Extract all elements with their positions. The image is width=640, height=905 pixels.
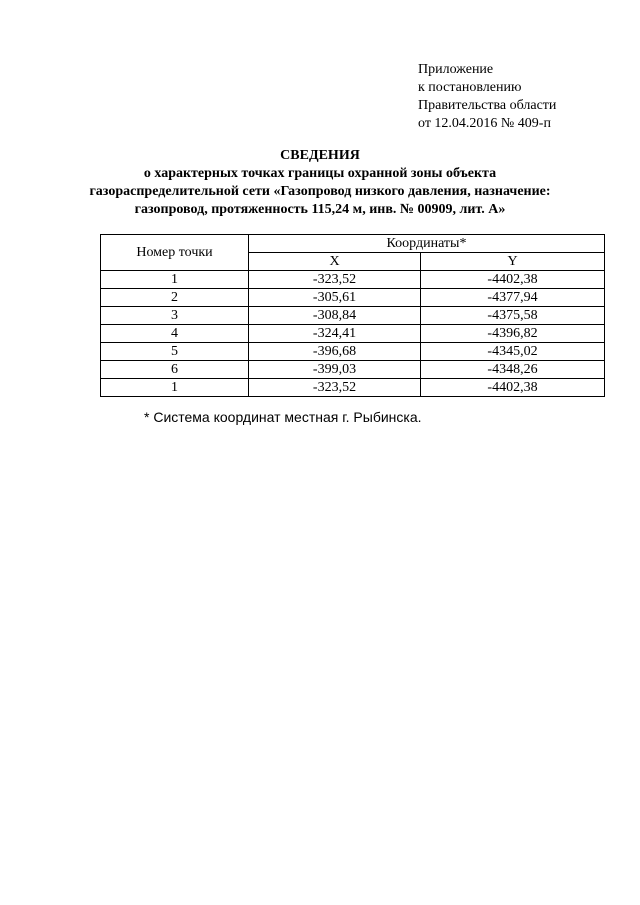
cell-point: 1 — [101, 271, 249, 289]
table-row — [101, 271, 605, 289]
cell-y: -4345,02 — [421, 343, 605, 361]
cell-y: -4402,38 — [421, 379, 605, 397]
cell-x: -308,84 — [249, 307, 421, 325]
table-row — [101, 289, 605, 307]
table-row — [101, 325, 605, 343]
appendix-line: от 12.04.2016 № 409-п — [418, 116, 551, 131]
header-point-number: Номер точки — [101, 235, 249, 271]
cell-y: -4377,94 — [421, 289, 605, 307]
heading-line: о характерных точках границы охранной зоны объекта — [143, 166, 497, 181]
header-x: X — [249, 253, 421, 271]
heading-line: газораспределительной сети «Газопровод низкого давления, назначение: — [89, 184, 551, 199]
table-row — [101, 343, 605, 361]
cell-x: -324,41 — [249, 325, 421, 343]
cell-point: 6 — [101, 361, 249, 379]
table-row — [101, 361, 605, 379]
cell-point: 2 — [101, 289, 249, 307]
heading-line: газопровод, протяженность 115,24 м, инв. № 00909, лит. А» — [134, 202, 506, 217]
coordinate-system-footnote: * Система координат местная г. Рыбинска. — [144, 409, 422, 425]
document-heading — [80, 147, 560, 219]
cell-y: -4402,38 — [421, 271, 605, 289]
cell-x: -305,61 — [249, 289, 421, 307]
cell-y: -4375,58 — [421, 307, 605, 325]
cell-point: 4 — [101, 325, 249, 343]
document-title: СВЕДЕНИЯ — [280, 148, 360, 163]
header-y: Y — [421, 253, 605, 271]
appendix-line: Приложение — [418, 62, 494, 77]
table-header-row — [101, 235, 605, 253]
cell-y: -4348,26 — [421, 361, 605, 379]
coordinates-table — [100, 234, 605, 397]
table-row — [101, 379, 605, 397]
appendix-line: Правительства области — [418, 98, 557, 113]
cell-x: -323,52 — [249, 271, 421, 289]
cell-x: -323,52 — [249, 379, 421, 397]
cell-x: -396,68 — [249, 343, 421, 361]
appendix-line: к постановлению — [418, 80, 522, 95]
cell-point: 5 — [101, 343, 249, 361]
cell-y: -4396,82 — [421, 325, 605, 343]
table-row — [101, 307, 605, 325]
cell-point: 3 — [101, 307, 249, 325]
header-coordinates: Координаты* — [249, 235, 605, 253]
cell-point: 1 — [101, 379, 249, 397]
appendix-block — [418, 61, 556, 133]
cell-x: -399,03 — [249, 361, 421, 379]
